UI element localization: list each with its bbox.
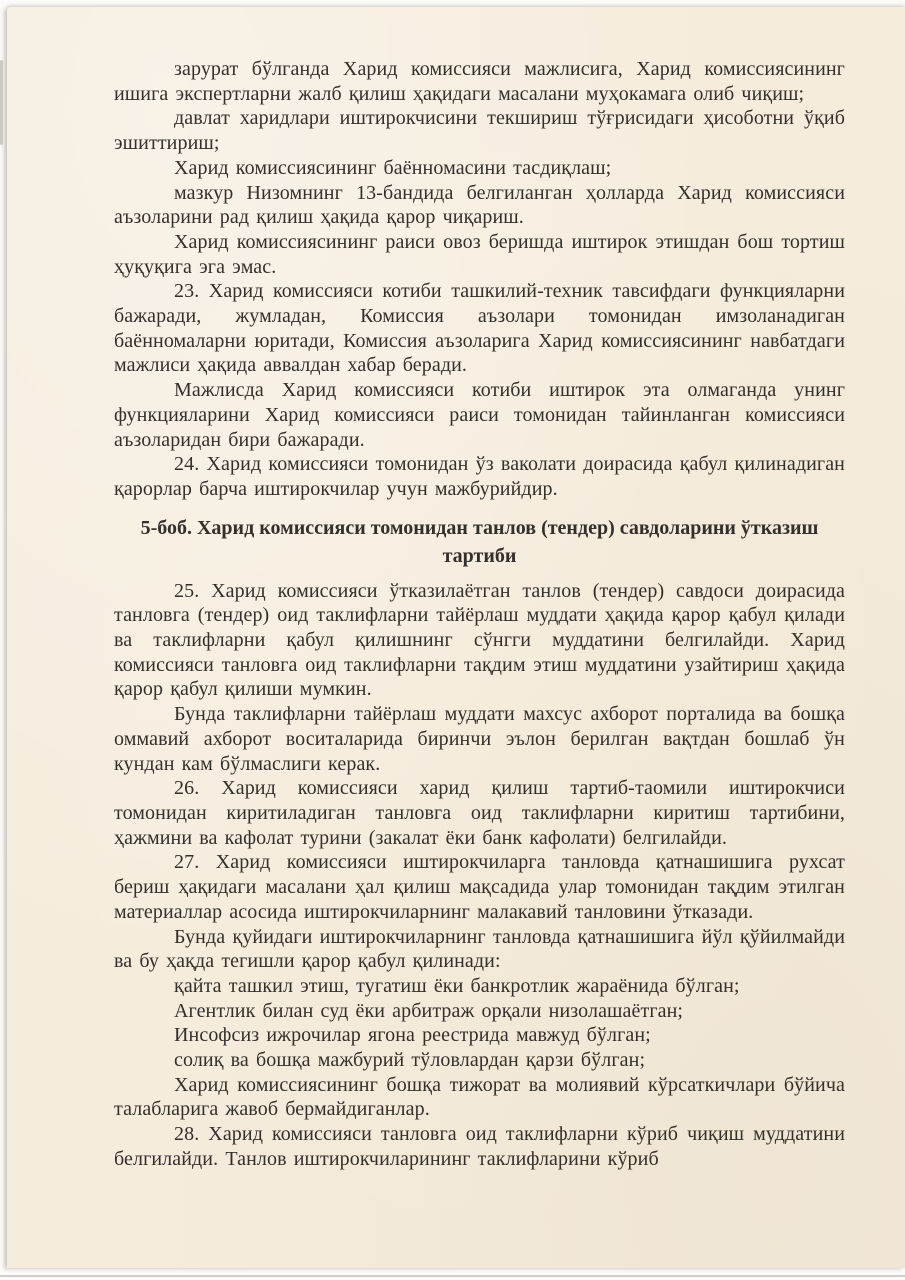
scan-edge-line xyxy=(0,1275,905,1277)
paragraph: Бунда қуйидаги иштирокчиларнинг танловда қатнашишига йўл қўйилмайди ва бу ҳақда тегишли қарор қабул қилинади: xyxy=(114,925,845,973)
paragraph: солиқ ва бошқа мажбурий тўловлардан қарзи бўлган; xyxy=(174,1049,646,1072)
paragraph: 28. Харид комиссияси танловга оид таклифларни кўриб чиқиш муддатини белгилайди. Танлов иштирокчиларининг таклифларини кўриб xyxy=(114,1123,845,1170)
paragraph: Бунда таклифларни тайёрлаш муддати махсус ахборот порталида ва бошқа оммавий ахборот воситаларида биринчи эълон берилган вақтдан бошлаб ўн кундан кам бўлмаслиги керак. xyxy=(114,703,845,775)
paragraph: мазкур Низомнинг 13-бандида белгиланган ҳолларда Харид комиссияси аъзоларини рад қилиш ҳақида қарор чиқариш. xyxy=(114,181,845,229)
paragraph: 25. Харид комиссияси ўтказилаётган танлов (тендер) савдоси доирасида танловга (тендер) оид таклифларни тайёрлаш муддати ҳақида қарор қабул қилади ва таклифларни қабул қилишнинг сўнгги муддатини белгилайди. Харид комиссияси танловга оид таклифларни тақдим этиш муддатини узайтириш ҳақида қарор қабул қилиши мумкин. xyxy=(114,579,845,701)
paragraph: 27. Харид комиссияси иштирокчиларга танловда қатнашишига рухсат бериш ҳақидаги масалани ҳал қилиш мақсадида улар томонидан тақдим этилган материаллар асосида иштирокчиларнинг малакавий танловини ўтказади. xyxy=(114,851,845,923)
paragraph: Харид комиссиясининг бошқа тижорат ва молиявий кўрсаткичлари бўйича талабларига жавоб бермайдиганлар. xyxy=(114,1073,845,1121)
paragraph: Инсофсиз ижрочилар ягона реестрида мавжуд бўлган; xyxy=(174,1024,651,1047)
document-text xyxy=(114,57,845,1172)
paragraph: Мажлисда Харид комиссияси котиби иштирок эта олмаганда унинг функцияларини Харид комиссияси раиси томонидан тайинланган комиссияси аъзоларидан бири бажаради. xyxy=(114,379,845,451)
paragraph: Харид комиссиясининг раиси овоз беришда иштирок этишдан бош тортиш ҳуқуқига эга эмас. xyxy=(114,230,845,278)
paragraph: қайта ташкил этиш, тугатиш ёки банкротлик жараёнида бўлган; xyxy=(174,974,740,997)
scanned-page xyxy=(7,7,905,1268)
paragraph: 24. Харид комиссияси томонидан ўз ваколати доирасида қабул қилинадиган қарорлар барча иштирокчилар учун мажбурийдир. xyxy=(114,453,845,500)
paragraph: Агентлик билан суд ёки арбитраж орқали низолашаётган; xyxy=(174,999,684,1022)
paragraph: зарурат бўлганда Харид комиссияси мажлисига, Харид комиссиясининг ишига экспертларни жалб қилиш ҳақидаги масалани муҳокамага олиб чиқиш; xyxy=(114,58,845,105)
paragraph: Харид комиссиясининг баённомасини тасдиқлаш; xyxy=(174,156,612,179)
section-heading: 5-боб. Харид комиссияси томонидан танлов (тендер) савдоларини ўтказиш тартиби xyxy=(140,516,819,567)
paragraph: 23. Харид комиссияси котиби ташкилий-техник тавсифдаги функцияларни бажаради, жумладан, Комиссия аъзолари томонидан имзоланадиган баённомаларни юритади, Комиссия аъзоларига Харид комиссиясининг навбатдаги мажлиси ҳақида аввалдан хабар беради. xyxy=(114,280,845,377)
scan-artifact-left xyxy=(0,60,3,145)
paragraph: давлат харидлари иштирокчисини текшириш тўғрисидаги ҳисоботни ўқиб эшиттириш; xyxy=(114,107,845,155)
paragraph: 26. Харид комиссияси харид қилиш тартиб-таомили иштирокчиси томонидан киритиладиган танловга оид таклифларни киритиш тартибини, ҳажмини ва кафолат турини (закалат ёки банк кафолати) белгилайди. xyxy=(114,777,845,849)
